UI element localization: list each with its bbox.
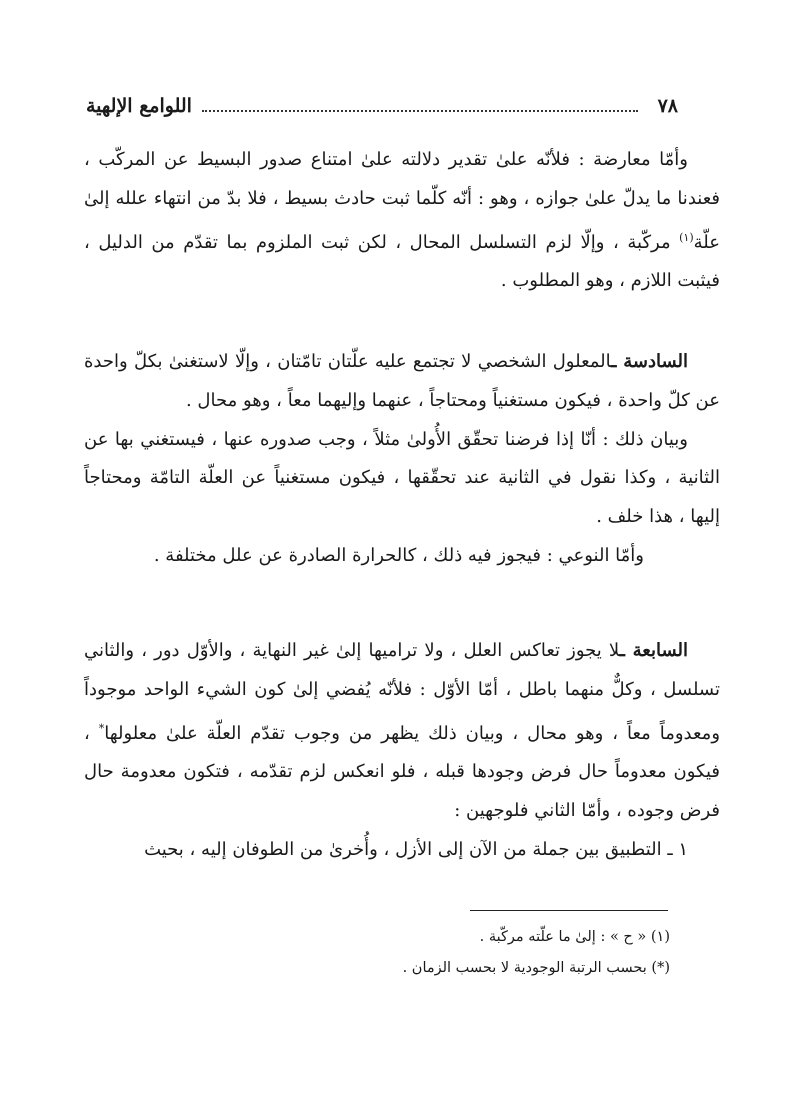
paragraph-text-continued: ، فيكون معدوماً حال فرض وجودها قبله ، فلو انعكس لزم تقدّمه ، فتكون معدومة حال فرض وجوده ، وأمّا الثاني فلوجهين : [84,722,720,822]
paragraph [84,141,720,301]
paragraph-text-continued: مركّبة ، وإلّا لزم التسلسل المحال ، لكن ثبت الملزوم بما تقدّم من الدليل ، فيثبت اللازم ، وهو المطلوب . [84,231,720,292]
footnote: (*) بحسب الرتبة الوجودية لا بحسب الزمان . [402,960,670,976]
footnote-marker: (١) [679,230,694,244]
footnote-separator [470,910,668,911]
header-leader-dots [202,92,638,112]
section-sixth [84,343,720,576]
paragraph-text: وأمّا معارضة : فلأنّه علىٰ تقدير دلالته علىٰ امتناع صدور البسيط عن المركّب ، فعندنا ما يدلّ علىٰ جوازه ، وهو : أنّه كلّما ثبت حادث بسيط ، فلا بدّ من انتهاء علله إلىٰ علّة [84,149,720,253]
running-title: اللوامع الإلهية [86,95,192,117]
page-header [86,92,678,128]
page-number: ٧٨ [657,95,678,117]
paragraph [84,343,720,421]
star-marker: * [98,721,105,735]
footnotes [300,922,670,984]
section-lead: السادسة ـ [611,351,688,372]
paragraph-text: لا يجوز تعاكس العلل ، ولا ترامیها إلىٰ غير النهاية ، والأوّل دور ، والثاني تسلسل ، وكلٌّ منهما باطل ، أمّا الأوّل : فلأنّه يُفضي إلىٰ كون الشيء الواحد موجوداً ومعدوماً معاً ، وهو محال ، وبيان ذلك يظهر من وجوب تقدّم العلّة علىٰ معلولها [84,640,721,744]
section-lead: السابعة ـ [619,640,688,661]
paragraph: وأمّا النوعي : فيجوز فيه ذلك ، كالحرارة الصادرة عن علل مختلفة . [153,544,644,566]
paragraph-text: المعلول الشخصي لا تجتمع عليه علّتان تامّتان ، وإلّا لاستغنىٰ بكلّ واحدة عن كلّ واحدة ، فيكون مستغنياً ومحتاجاً ، عنهما وإليهما معاً ، وهو محال . [84,351,720,411]
section-seventh [84,632,720,870]
paragraph: وبيان ذلك : أنّا إذا فرضنا تحقّق الأُولىٰ مثلاً ، وجب صدوره عنها ، فيستغني بها عن الثانية ، وكذا نقول في الثانية عند تحقّقها ، فيكون مستغنياً عن العلّة التامّة ومحتاجاً إليها ، هذا خلف . [84,428,720,528]
paragraph [84,632,720,831]
footnote: (١) « ح » : إلىٰ ما علّته مركّبة . [479,929,670,945]
paragraph: ١ ـ التطبيق بين جملة من الآن إلى الأزل ، وأُخرىٰ من الطوفان إليه ، بحيث [144,838,688,860]
opening-paragraph-block [84,141,720,301]
